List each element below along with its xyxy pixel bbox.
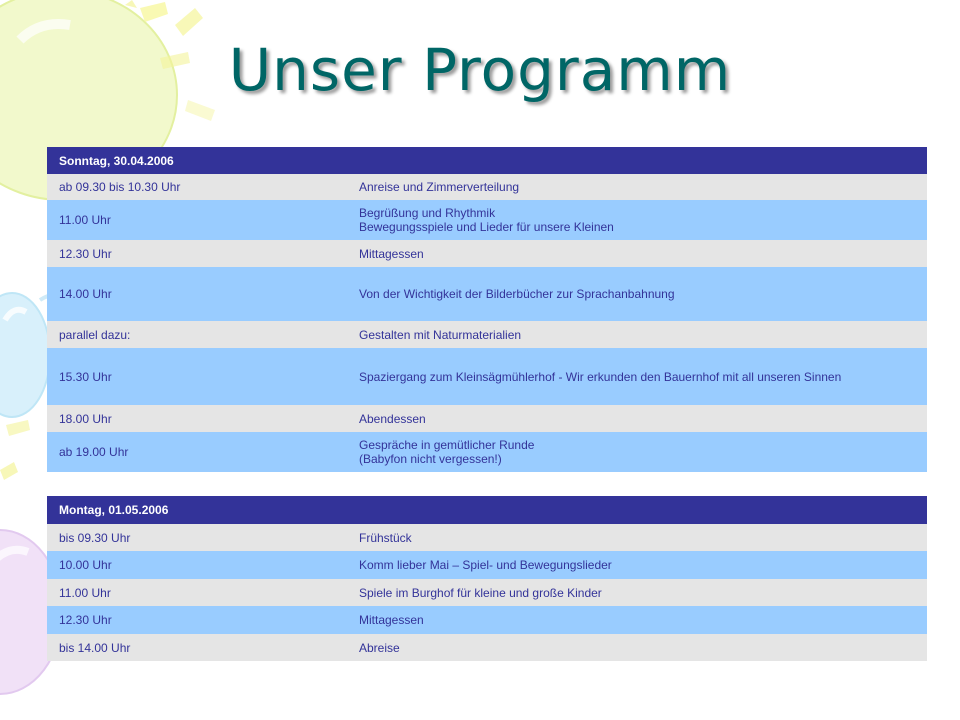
- time-cell: 12.30 Uhr: [47, 606, 347, 634]
- activity-line: Mittagessen: [359, 613, 424, 627]
- monday-schedule-table: [47, 496, 927, 661]
- activity-cell: [347, 321, 927, 348]
- activity-line: Frühstück: [359, 530, 412, 545]
- time-cell: bis 14.00 Uhr: [47, 634, 347, 661]
- table-row: [47, 606, 927, 634]
- activity-cell: [347, 348, 927, 405]
- activity-line: Mittagessen: [359, 246, 424, 261]
- day-header: Montag, 01.05.2006: [47, 496, 927, 524]
- time-cell: bis 09.30 Uhr: [47, 524, 347, 551]
- time-cell: 15.30 Uhr: [47, 348, 347, 405]
- activity-cell: [347, 405, 927, 432]
- activity-cell: [347, 551, 927, 579]
- table-row: [47, 348, 927, 405]
- table-row: [47, 240, 927, 267]
- sunday-schedule-table: [47, 147, 927, 472]
- table-row: [47, 634, 927, 661]
- activity-cell: [347, 200, 927, 240]
- activity-line: Begrüßung und Rhythmik: [359, 206, 496, 220]
- activity-cell: [347, 606, 927, 634]
- activity-line: Anreise und Zimmerverteilung: [359, 180, 520, 194]
- activity-cell: [347, 524, 927, 551]
- time-cell: 14.00 Uhr: [47, 267, 347, 321]
- page-title: Unser Programm: [228, 36, 732, 104]
- activity-line: Abendessen: [359, 411, 426, 426]
- time-cell: ab 19.00 Uhr: [47, 432, 347, 472]
- time-cell: 11.00 Uhr: [47, 579, 347, 606]
- table-row: [47, 432, 927, 472]
- time-cell: ab 09.30 bis 10.30 Uhr: [47, 174, 347, 200]
- activity-line: Spaziergang zum Kleinsägmühlerhof - Wir erkunden den Bauernhof mit all unseren Sinnen: [359, 369, 842, 384]
- table-row: [47, 174, 927, 200]
- time-cell: 10.00 Uhr: [47, 551, 347, 579]
- activity-cell: [347, 267, 927, 321]
- activity-line: Gespräche in gemütlicher Runde: [359, 438, 535, 452]
- activity-line: Gestalten mit Naturmaterialien: [359, 327, 522, 342]
- activity-line: Spiele im Burghof für kleine und große Kinder: [359, 585, 602, 600]
- activity-cell: [347, 634, 927, 661]
- activity-line: Abreise: [359, 640, 400, 655]
- day-header: Sonntag, 30.04.2006: [47, 147, 927, 174]
- time-cell: 11.00 Uhr: [47, 200, 347, 240]
- table-row: [47, 200, 927, 240]
- activity-cell: [347, 240, 927, 267]
- time-cell: parallel dazu:: [47, 321, 347, 348]
- activity-line: Komm lieber Mai – Spiel- und Bewegungslieder: [359, 558, 612, 572]
- table-row: [47, 551, 927, 579]
- activity-cell: [347, 579, 927, 606]
- activity-cell: [347, 432, 927, 472]
- table-row: [47, 579, 927, 606]
- table-header-row: [47, 496, 927, 524]
- table-row: [47, 321, 927, 348]
- table-row: [47, 267, 927, 321]
- activity-line: Bewegungsspiele und Lieder für unsere Kleinen: [359, 220, 614, 234]
- table-row: [47, 405, 927, 432]
- table-header-row: [47, 147, 927, 174]
- time-cell: 18.00 Uhr: [47, 405, 347, 432]
- activity-line: (Babyfon nicht vergessen!): [359, 452, 502, 466]
- time-cell: 12.30 Uhr: [47, 240, 347, 267]
- table-row: [47, 524, 927, 551]
- activity-cell: [347, 174, 927, 200]
- activity-line: Von der Wichtigkeit der Bilderbücher zur Sprachanbahnung: [359, 287, 675, 301]
